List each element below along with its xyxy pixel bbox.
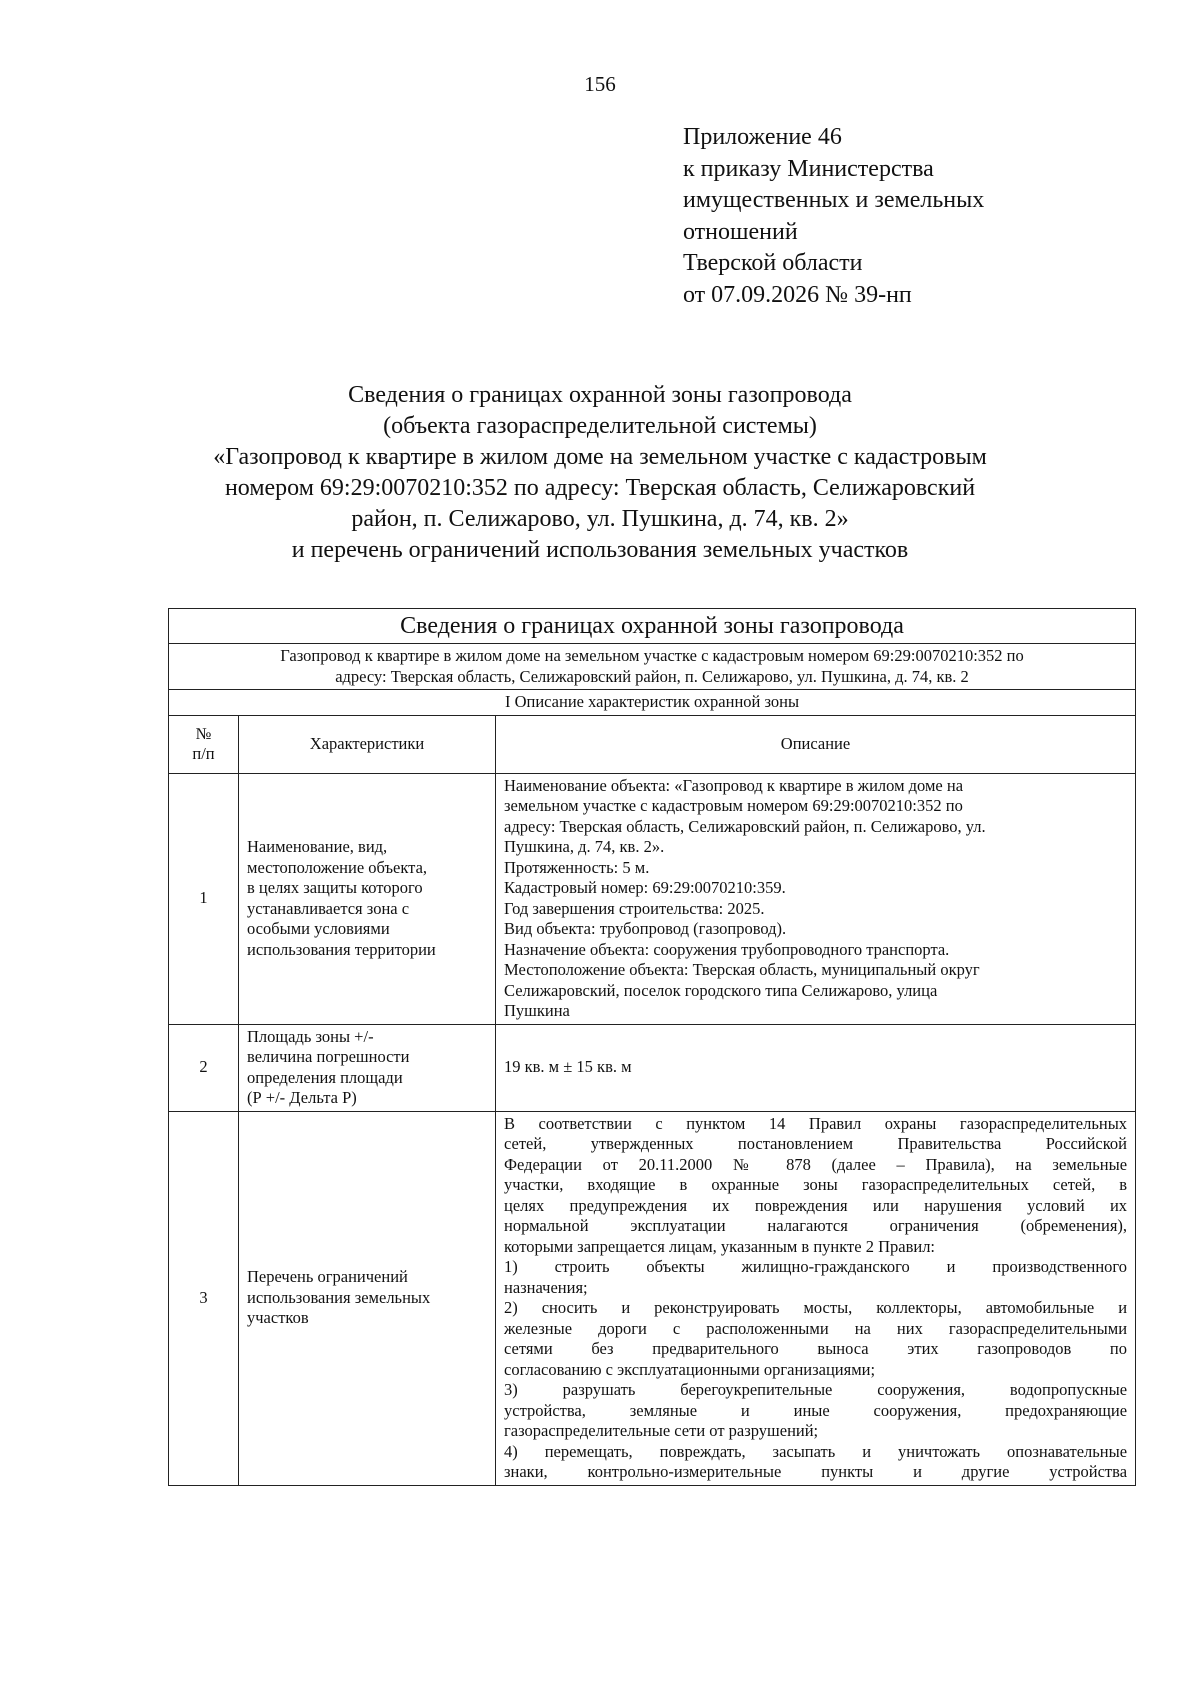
row-description: [496, 1024, 1136, 1111]
appendix-line: отношений: [683, 218, 798, 245]
row-characteristic: [239, 1024, 496, 1111]
text-line: Перечень ограничений: [247, 1267, 408, 1287]
text-line: нормальной эксплуатации налагаются ограничения (обременения),: [504, 1216, 1128, 1235]
text-line: 19 кв. м ± 15 кв. м: [504, 1057, 632, 1077]
appendix-line: от 07.09.2026 № 39-нп: [683, 281, 912, 308]
text-line: определения площади: [247, 1067, 403, 1087]
heading-line: район, п. Селижарово, ул. Пушкина, д. 74, кв. 2»: [351, 506, 849, 532]
text-line: 4) перемещать, повреждать, засыпать и уничтожать опознавательные: [504, 1441, 1128, 1461]
header-description: Описание: [496, 715, 1136, 773]
appendix-line: Приложение 46: [683, 124, 842, 150]
text-line: Местоположение объекта: Тверская область, муниципальный округ: [504, 960, 980, 979]
text-line: целях предупреждения их повреждения или нарушения условий их: [504, 1195, 1128, 1215]
text-line: Селижаровский, поселок городского типа Селижарово, улица: [504, 980, 938, 1000]
text-line: Пушкина: [504, 1001, 570, 1020]
text-line: которыми запрещается лицам, указанным в пункте 2 Правил:: [504, 1236, 936, 1256]
appendix-line: имущественных и земельных: [683, 187, 985, 213]
row-characteristic: [239, 773, 496, 1024]
text-line: местоположение объекта,: [247, 857, 428, 877]
text-line: знаки, контрольно-измерительные пункты и другие устройства: [504, 1462, 1128, 1481]
text-line: участков: [247, 1308, 309, 1328]
header-characteristics: Характеристики: [239, 715, 496, 773]
text-line: 2) сносить и реконструировать мосты, коллекторы, автомобильные и: [504, 1298, 1128, 1317]
table-row: [169, 1111, 1136, 1485]
header-num-line: п/п: [192, 744, 215, 763]
text-line: Наименование объекта: «Газопровод к квартире в жилом доме на: [504, 775, 964, 795]
text-line: В соответствии с пунктом 14 Правил охраны газораспределительных: [504, 1113, 1128, 1133]
text-line: особыми условиями: [247, 919, 390, 938]
appendix-block: [683, 122, 984, 311]
text-line: согласованию с эксплуатационными организациями;: [504, 1359, 876, 1379]
row-number: 3: [169, 1111, 239, 1485]
text-line: Наименование, вид,: [247, 837, 388, 856]
heading-line: (объекта газораспределительной системы): [383, 413, 817, 439]
document-heading: [140, 380, 1060, 566]
text-line: Протяженность: 5 м.: [504, 857, 650, 877]
text-line: участки, входящие в охранные зоны газораспределительных сетей, в: [504, 1175, 1128, 1194]
heading-line: номером 69:29:0070210:352 по адресу: Тверская область, Селижаровский: [224, 475, 976, 501]
text-line: использования территории: [247, 939, 436, 959]
text-line: Год завершения строительства: 2025.: [504, 898, 765, 918]
text-line: использования земельных: [247, 1287, 431, 1307]
text-line: газораспределительные сети от разрушений;: [504, 1421, 819, 1440]
text-line: Кадастровый номер: 69:29:0070210:359.: [504, 878, 786, 897]
text-line: устанавливается зона с: [247, 898, 410, 918]
heading-line: «Газопровод к квартире в жилом доме на земельном участке с кадастровым: [213, 444, 987, 470]
text-line: Вид объекта: трубопровод (газопровод).: [504, 919, 787, 938]
page-number: 156: [584, 72, 616, 96]
text-line: (Р +/- Дельта Р): [247, 1088, 357, 1107]
text-line: сетями без предварительного выноса этих газопроводов по: [504, 1339, 1128, 1358]
text-line: в целях защиты которого: [247, 878, 423, 897]
header-num-line: №: [195, 723, 212, 743]
table-title: Сведения о границах охранной зоны газопровода: [169, 609, 1136, 644]
text-line: Федерации от 20.11.2000 № 878 (далее – Правила), на земельные: [504, 1154, 1128, 1174]
text-line: железные дороги с расположенными на них газораспределительными: [504, 1318, 1128, 1338]
text-line: земельном участке с кадастровым номером 69:29:0070210:352 по: [504, 796, 963, 815]
text-line: 1) строить объекты жилищно-гражданского и производственного: [504, 1257, 1128, 1276]
object-line: адресу: Тверская область, Селижаровский район, п. Селижарово, ул. Пушкина, д. 74, кв. 2: [335, 666, 969, 686]
row-description: [496, 1111, 1136, 1485]
text-line: Пушкина, д. 74, кв. 2».: [504, 837, 665, 856]
section-heading: I Описание характеристик охранной зоны: [169, 690, 1136, 716]
heading-line: Сведения о границах охранной зоны газопровода: [348, 382, 852, 408]
text-line: величина погрешности: [247, 1047, 410, 1066]
text-line: устройства, земляные и иные сооружения, предохраняющие: [504, 1400, 1128, 1420]
row-number: 1: [169, 773, 239, 1024]
table-row: [169, 773, 1136, 1024]
text-line: сетей, утвержденных постановлением Правительства Российской: [504, 1134, 1128, 1153]
appendix-line: Тверской области: [683, 250, 863, 276]
text-line: назначения;: [504, 1277, 588, 1297]
heading-line: и перечень ограничений использования земельных участков: [291, 537, 909, 563]
table-row: [169, 1024, 1136, 1111]
zone-info-table: [168, 608, 1136, 1486]
row-characteristic: [239, 1111, 496, 1485]
text-line: Площадь зоны +/-: [247, 1026, 374, 1046]
row-number: 2: [169, 1024, 239, 1111]
text-line: Назначение объекта: сооружения трубопроводного транспорта.: [504, 939, 950, 959]
object-line: Газопровод к квартире в жилом доме на земельном участке с кадастровым номером 69:29:0070210:352 по: [280, 646, 1024, 665]
row-description: [496, 773, 1136, 1024]
text-line: 3) разрушать берегоукрепительные сооружения, водопропускные: [504, 1380, 1128, 1399]
text-line: адресу: Тверская область, Селижаровский район, п. Селижарово, ул.: [504, 816, 986, 836]
table-object-cell: [169, 644, 1136, 690]
header-num: [169, 715, 239, 773]
appendix-line: к приказу Министерства: [683, 155, 934, 182]
